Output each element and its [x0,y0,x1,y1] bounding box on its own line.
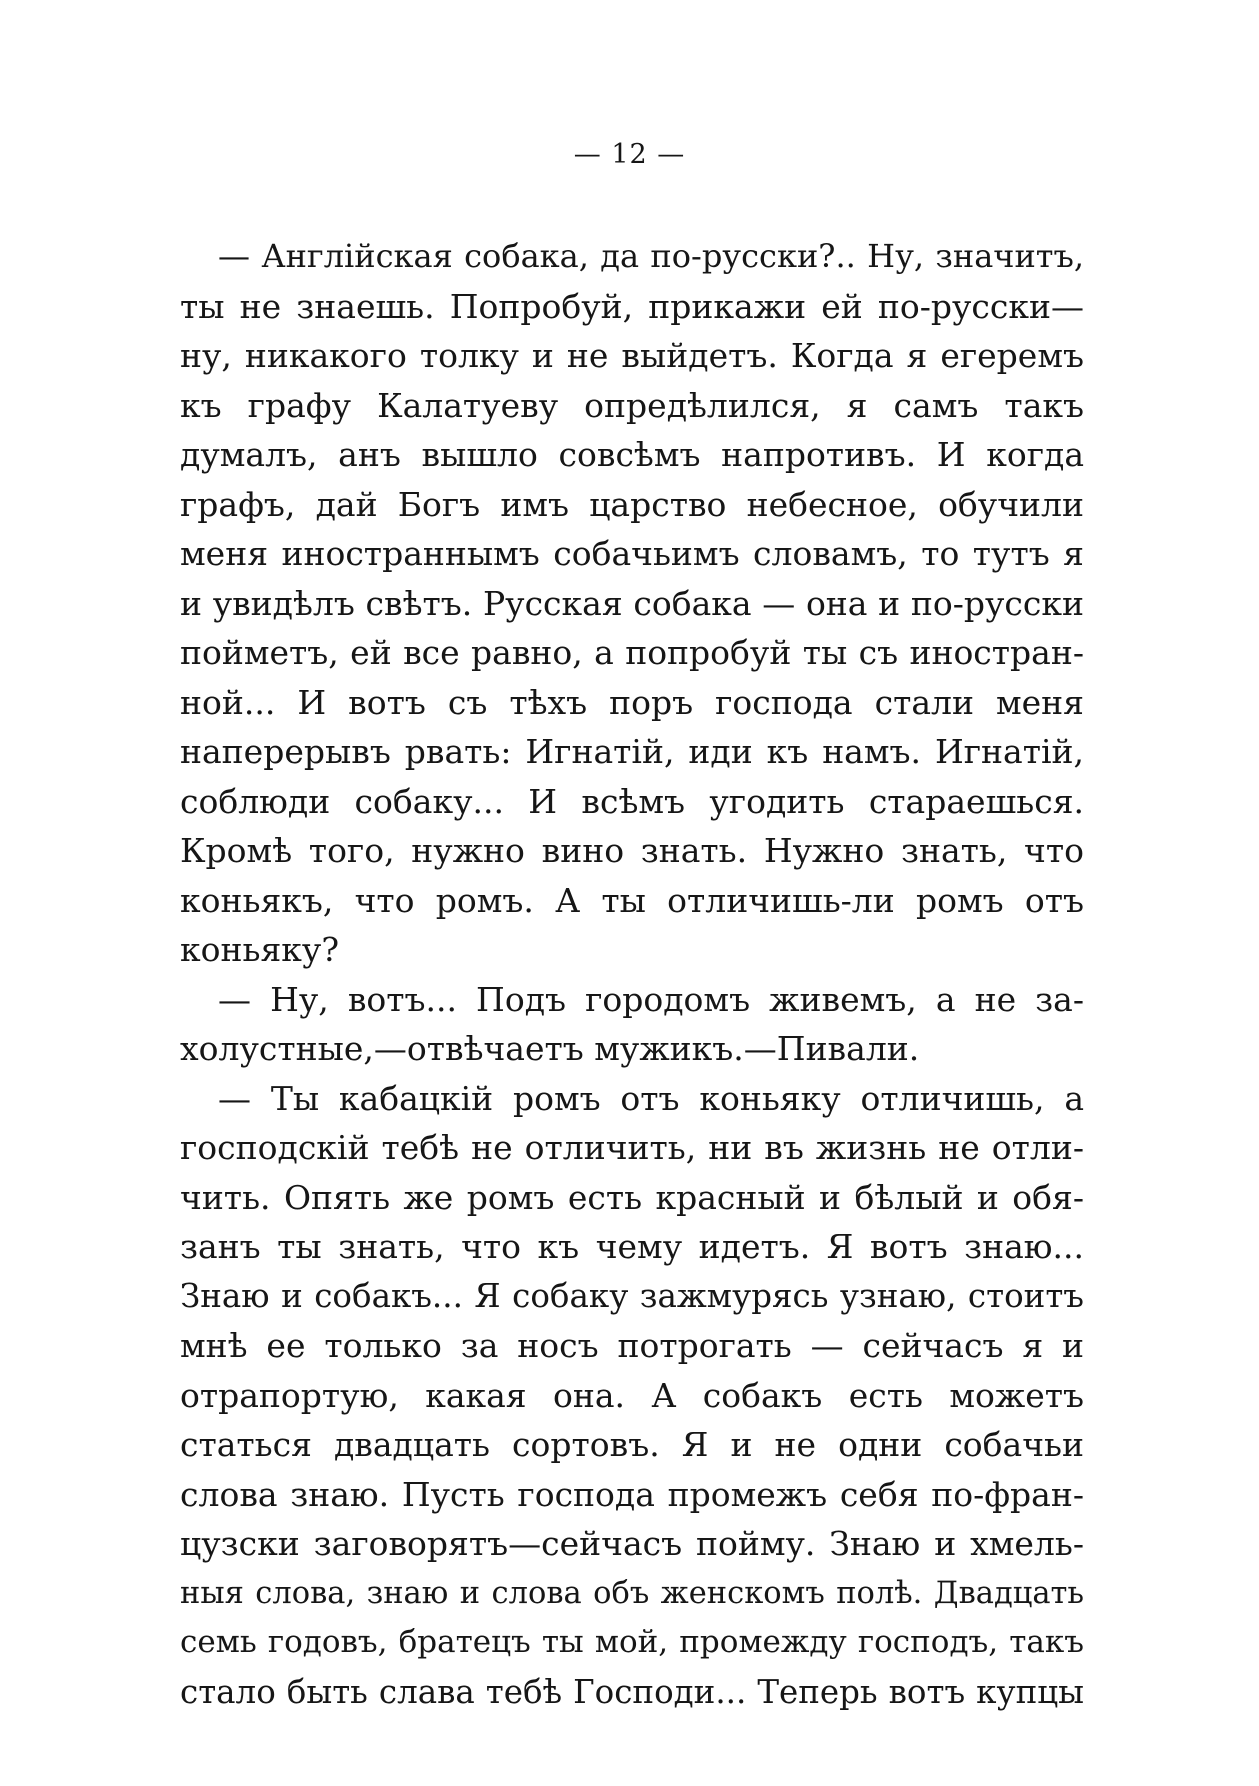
text-line: — Англійская собака, да по-русски?.. Ну, значитъ, [218,237,1084,275]
text-line: слова знаю. Пусть господа промежъ себя по-фран- [180,1474,1084,1514]
text-line: ныя слова, знаю и слова объ женскомъ полѣ. Двадцать [180,1575,1084,1611]
text-line: занъ ты знать, что къ чему идетъ. Я вотъ знаю... [180,1227,1084,1266]
text-line: думалъ, анъ вышло совсѣмъ напротивъ. И когда [180,435,1084,474]
text-line: семь годовъ, братецъ ты мой, промежду господъ, такъ [180,1624,1084,1660]
text-line: соблюди собаку... И всѣмъ угодить стараешься. [180,781,1084,821]
text-line: коньякъ, что ромъ. А ты отличишь-ли ромъ отъ [180,880,1084,920]
text-line: ну, никакого толку и не выйдетъ. Когда я егеремъ [180,336,1084,375]
text-line: — Ну, вотъ... Подъ городомъ живемъ, а не за- [218,979,1084,1019]
text-line: ты не знаешь. Попробуй, прикажи ей по-русски— [180,286,1084,326]
text-line: ной... И вотъ съ тѣхъ поръ господа стали меня [180,682,1084,722]
text-line: къ графу Калатуеву опредѣлился, я самъ такъ [180,385,1084,425]
text-line: стало быть слава тебѣ Господи... Теперь вотъ купцы [180,1672,1084,1711]
body-text [180,232,1084,1717]
text-line: цузски заговорятъ—сейчасъ пойму. Знаю и хмель- [180,1524,1084,1563]
text-line: наперерывъ рвать: Игнатій, иди къ намъ. Игнатій, [180,732,1084,771]
text-line: статься двадцать сортовъ. Я и не одни собачьи [180,1425,1084,1464]
text-line: Кромѣ того, нужно вино знать. Нужно знать, что [180,831,1084,870]
text-line: графъ, дай Богъ имъ царство небесное, обучили [180,484,1084,524]
text-line: мнѣ ее только за носъ потрогать — сейчасъ я и [180,1326,1084,1365]
text-line: холустные,—отвѣчаетъ мужикъ.—Пивали. [180,1029,920,1068]
text-line: чить. Опять же ромъ есть красный и бѣлый и обя- [180,1177,1084,1217]
text-line: коньяку? [180,930,340,969]
text-line: и увидѣлъ свѣтъ. Русская собака — она и по-русски [180,583,1084,623]
text-line: меня иностраннымъ собачьимъ словамъ, то тутъ я [180,534,1084,573]
page-number: — 12 — [573,139,686,170]
text-line: господскій тебѣ не отличить, ни въ жизнь не отли- [180,1128,1084,1167]
text-line: отрапортую, какая она. А собакъ есть можетъ [180,1375,1084,1415]
text-line: — Ты кабацкій ромъ отъ коньяку отличишь, а [218,1078,1084,1118]
text-line: пойметъ, ей все равно, а попробуй ты съ иностран- [180,633,1084,672]
text-line: Знаю и собакъ... Я собаку зажмурясь узнаю, стоитъ [180,1276,1084,1315]
